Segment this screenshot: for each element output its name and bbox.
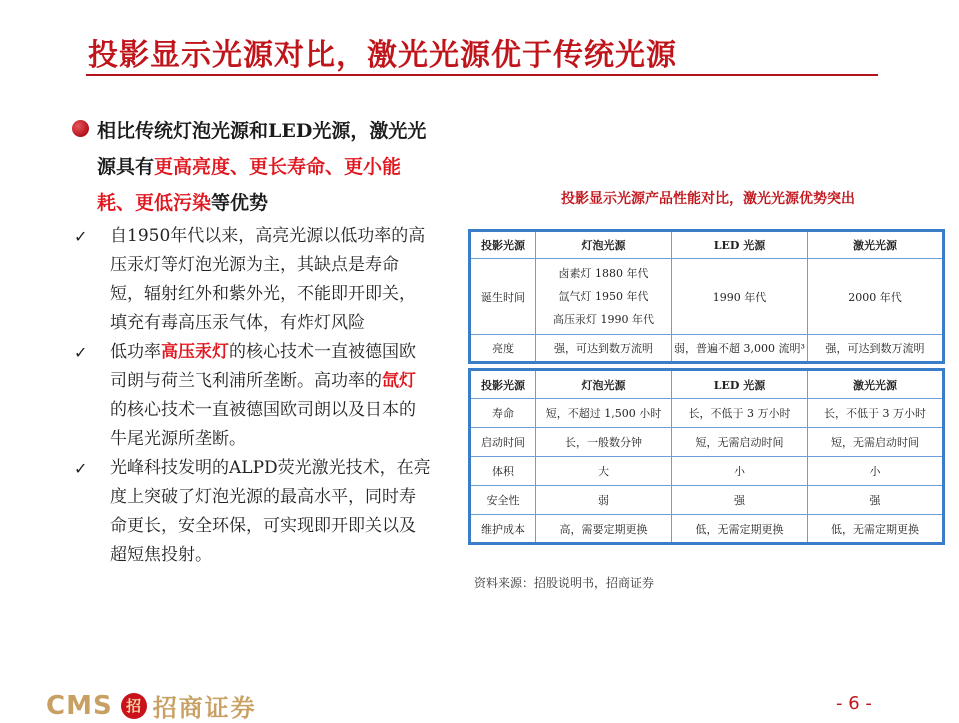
table-cell: 小 xyxy=(808,457,944,486)
table-cell: 长，一般数分钟 xyxy=(536,428,672,457)
check-item xyxy=(72,338,432,454)
check-item xyxy=(72,454,432,570)
checkmark-icon: ✓ xyxy=(74,459,88,478)
table-header-cell: 激光光源 xyxy=(808,231,944,259)
table-header-cell: 灯泡光源 xyxy=(536,231,672,259)
source-note: 资料来源：招股说明书，招商证券 xyxy=(474,576,655,590)
comparison-table-2 xyxy=(468,368,945,545)
main-bullet xyxy=(72,113,427,221)
table-header-cell: 投影光源 xyxy=(470,231,536,259)
row-label: 寿命 xyxy=(470,399,536,428)
check-highlight: 高压汞灯 xyxy=(161,342,229,362)
table-cell: 弱，普遍不超 3,000 流明³ xyxy=(672,335,808,363)
row-label: 维护成本 xyxy=(470,515,536,544)
table-row xyxy=(470,335,944,363)
main-bullet-suffix: 等优势 xyxy=(211,192,269,214)
check-text: 自1950年代以来，高亮光源以低功率的高压汞灯等灯泡光源为主，其缺点是寿命短，辐射红外和紫外光，不能即开即关，填充有毒高压汞气体，有炸灯风险 xyxy=(110,226,426,333)
table-header-cell: 投影光源 xyxy=(470,370,536,399)
table-row xyxy=(470,399,944,428)
table-header-cell: LED 光源 xyxy=(672,370,808,399)
table-header-cell: 灯泡光源 xyxy=(536,370,672,399)
table-cell xyxy=(536,259,672,335)
check-text: 的核心技术一直被德国欧司朗以及日本的牛尾光源所垄断。 xyxy=(110,400,416,449)
table-header-row xyxy=(470,370,944,399)
logo-text: CMS xyxy=(46,690,113,721)
logo-chinese-name: 招商证券 xyxy=(152,693,257,722)
table-row xyxy=(470,428,944,457)
table-cell: 小 xyxy=(672,457,808,486)
table-cell: 长，不低于 3 万小时 xyxy=(672,399,808,428)
table-row xyxy=(470,457,944,486)
table-cell: 强 xyxy=(672,486,808,515)
table-title: 投影显示光源产品性能对比，激光光源优势突出 xyxy=(561,191,855,207)
table-cell: 1990 年代 xyxy=(672,259,808,335)
main-bullet-highlight: 更高亮度、更长寿命、更小能耗、更低污染 xyxy=(97,156,402,214)
row-label: 安全性 xyxy=(470,486,536,515)
table-header-row xyxy=(470,231,944,259)
page-number: - 6 - xyxy=(836,693,872,714)
main-bullet-prefix: 相比传统灯泡光源和LED光源，激光光源具有 xyxy=(97,120,427,178)
table-header-cell: LED 光源 xyxy=(672,231,808,259)
logo-emblem-icon: 招 xyxy=(121,693,147,719)
table-cell: 2000 年代 xyxy=(808,259,944,335)
table-cell: 弱 xyxy=(536,486,672,515)
table-cell: 短，无需启动时间 xyxy=(672,428,808,457)
check-item xyxy=(72,222,432,338)
table-row xyxy=(470,486,944,515)
title-divider xyxy=(86,74,878,76)
bullet-dot-icon xyxy=(72,120,89,137)
table-cell: 短，不超过 1,500 小时 xyxy=(536,399,672,428)
comparison-table-1 xyxy=(468,229,945,364)
row-label: 体积 xyxy=(470,457,536,486)
page-title: 投影显示光源对比，激光光源优于传统光源 xyxy=(88,38,677,73)
company-logo xyxy=(46,688,257,723)
check-text: 低功率 xyxy=(110,342,161,362)
checkmark-icon: ✓ xyxy=(74,343,88,362)
check-text: 的核心技术一直被德国欧司朗与荷兰飞利浦所垄断。高功率的 xyxy=(110,342,416,391)
table-cell: 强，可达到数万流明 xyxy=(536,335,672,363)
cell-line: 卤素灯 1880 年代 xyxy=(558,267,649,280)
checkmark-icon: ✓ xyxy=(74,227,88,246)
row-label: 亮度 xyxy=(470,335,536,363)
check-text: 光峰科技发明的ALPD荧光激光技术，在亮度上突破了灯泡光源的最高水平，同时寿命更长，安全环保，可实现即开即关以及超短焦投射。 xyxy=(110,458,431,565)
table-cell: 长，不低于 3 万小时 xyxy=(808,399,944,428)
cell-line: 高压汞灯 1990 年代 xyxy=(553,313,654,326)
row-label: 诞生时间 xyxy=(470,259,536,335)
table-cell: 低，无需定期更换 xyxy=(808,515,944,544)
check-list xyxy=(72,222,432,570)
table-row xyxy=(470,259,944,335)
cell-line: 氙气灯 1950 年代 xyxy=(558,290,649,303)
check-highlight: 氙灯 xyxy=(382,371,416,391)
table-row xyxy=(470,515,944,544)
table-cell: 高，需要定期更换 xyxy=(536,515,672,544)
main-bullet-text xyxy=(97,113,427,221)
table-header-cell: 激光光源 xyxy=(808,370,944,399)
table-cell: 强，可达到数万流明 xyxy=(808,335,944,363)
table-cell: 强 xyxy=(808,486,944,515)
row-label: 启动时间 xyxy=(470,428,536,457)
table-cell: 大 xyxy=(536,457,672,486)
table-cell: 短，无需启动时间 xyxy=(808,428,944,457)
table-cell: 低，无需定期更换 xyxy=(672,515,808,544)
